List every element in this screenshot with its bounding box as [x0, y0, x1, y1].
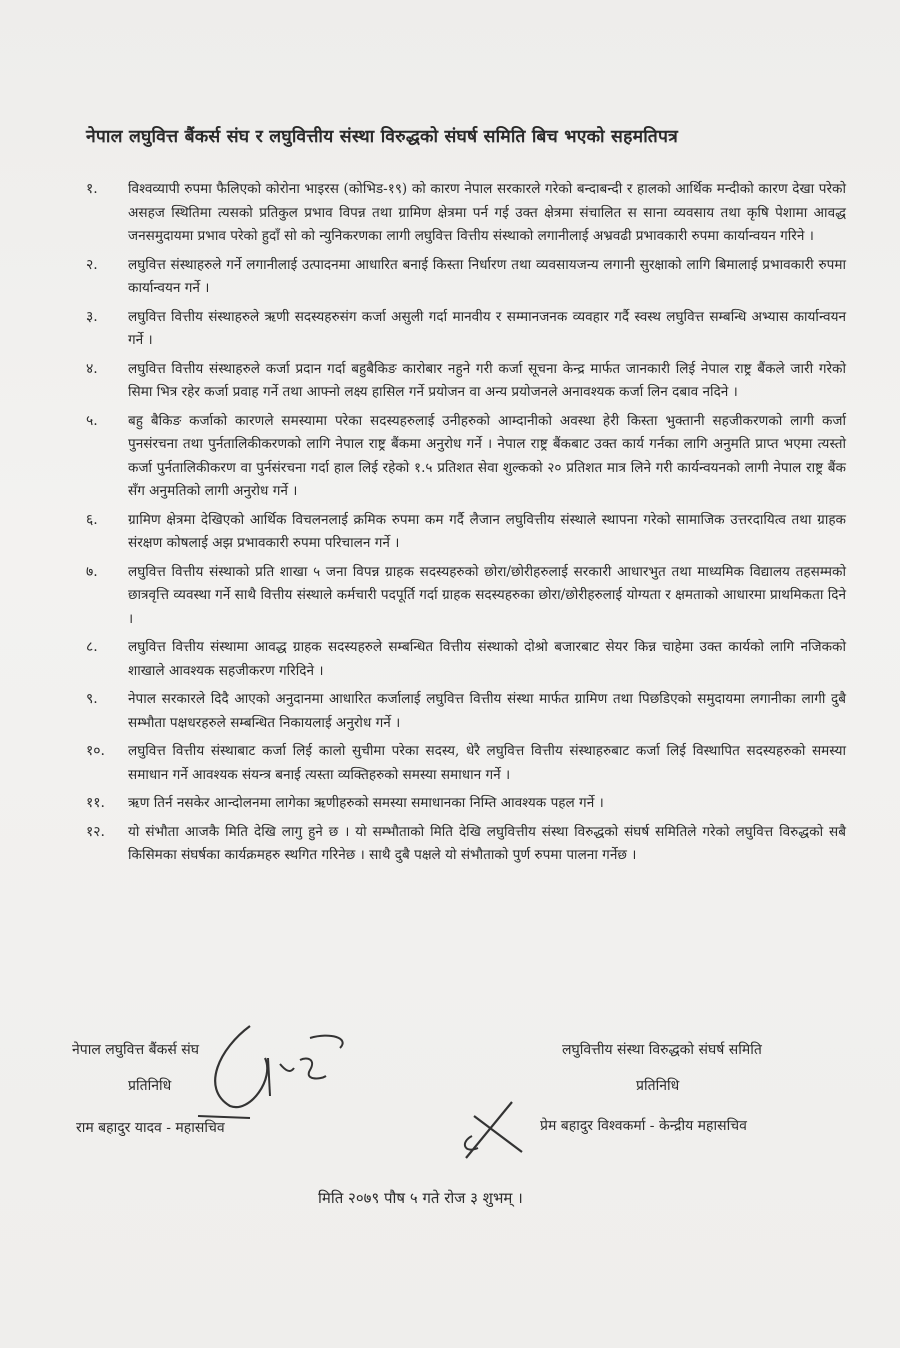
item-text: लघुवित्त वित्तीय संस्थाबाट कर्जा लिई कालो सुचीमा परेका सदस्य, धेरै लघुवित्त वित्तीय संस्थाहरुबाट कर्जा लिई विस्थापित सदस्यहरुको समस्या समाधान गर्ने आवश्यक संयन्त्र बनाई त्यस्ता व्यक्तिहरुको समस्या समाधान गर्ने । — [128, 743, 846, 783]
agreement-list — [86, 178, 846, 873]
agreement-item — [86, 792, 846, 816]
item-number: ९. — [86, 691, 98, 707]
item-number: ५. — [86, 412, 98, 429]
item-text: ऋण तिर्न नसकेर आन्दोलनमा लागेका ऋणीहरुको समस्या समाधानका निम्ति आवश्यक पहल गर्ने । — [128, 795, 604, 811]
left-signatory-role: प्रतिनिधि — [128, 1078, 172, 1094]
agreement-item — [86, 636, 846, 683]
left-handwritten-signature — [180, 1018, 370, 1128]
item-text: नेपाल सरकारले दिदै आएको अनुदानमा आधारित कर्जालाई लघुवित्त वित्तीय संस्था मार्फत ग्रामिण तथा पिछडिएको समुदायमा लगानीका लागी दुबै सम्भौता पक्षधरहरुले सम्बन्धित निकायलाई अनुरोध गर्ने । — [128, 691, 846, 731]
agreement-item — [86, 688, 846, 735]
item-number: १. — [86, 181, 98, 197]
document-date: मिति २०७९ पौष ५ गते रोज ३ शुभम् । — [318, 1189, 523, 1207]
agreement-item — [86, 740, 846, 787]
agreement-item — [86, 178, 846, 249]
item-number: १२. — [86, 823, 106, 840]
right-signatory-role: प्रतिनिधि — [636, 1078, 680, 1094]
item-number: ३. — [86, 308, 98, 325]
item-text: विश्वव्यापी रुपमा फैलिएको कोरोना भाइरस (कोभिड-१९) को कारण नेपाल सरकारले गरेको बन्दाबन्दी र हालको आर्थिक मन्दीको कारण देखा परेको असहज स्थितिमा त्यसको प्रतिकुल प्रभाव विपन्न तथा ग्रामिण क्षेत्रमा पर्न गई उक्त क्षेत्रमा संचालित स साना व्यवसाय तथा कृषि पेशामा आवद्ध जनसमुदायमा प्रभाव परेको हुदाँ सो को न्युनिकरणका लागी लघुवित्त वित्तीय संस्थाको लगानीलाई अभ्रवढी प्रभावकारी रुपमा कार्यान्वयन गरिने । — [128, 181, 846, 244]
item-text: लघुवित्त वित्तीय संस्थाहरुले कर्जा प्रदान गर्दा बहुबैकिङ कारोबार नहुने गरी कर्जा सूचना केन्द्र मार्फत जानकारी लिई नेपाल राष्ट्र बैंकले जारी गरेको सिमा भित्र रहेर कर्जा प्रवाह गर्ने तथा आफ्नो लक्ष्य हासिल गर्ने प्रयोजन वा अन्य प्रयोजनले अनावश्यक कर्जा लिन दबाव नदिने । — [128, 360, 846, 400]
item-text: लघुवित्त वित्तीय संस्थाको प्रति शाखा ५ जना विपन्न ग्राहक सदस्यहरुको छोरा/छोरीहरुलाई सरकारी आधारभुत तथा माध्यमिक विद्यालय तहसम्मको छात्रवृत्ति व्यवस्था गर्ने साथै वित्तीय संस्थाले कर्मचारी पदपूर्ति गर्दा ग्राहक सदस्यहरुका छोरा/छोरीहरुलाई योग्यता र क्षमताको आधारमा प्राथमिकता दिने । — [128, 563, 846, 627]
left-signatory-org: नेपाल लघुवित्त बैंकर्स संघ — [72, 1042, 199, 1058]
right-signatory-name: प्रेम बहादुर विश्वकर्मा - केन्द्रीय महासचिव — [540, 1118, 747, 1134]
item-text: यो संभौता आजकै मिति देखि लागु हुने छ । यो सम्भौताको मिति देखि लघुवित्तीय संस्था विरुद्धको संघर्ष समितिले गरेको लघुवित्त विरुद्धको सबै किसिमका संघर्षका कार्यक्रमहरु स्थगित गरिनेछ । साथै दुबै पक्षले यो संभौताको पुर्ण रुपमा पालना गर्नेछ । — [128, 823, 846, 863]
agreement-item — [86, 254, 846, 301]
item-text: लघुवित्त वित्तीय संस्थाहरुले ऋणी सदस्यहरुसंग कर्जा असुली गर्दा मानवीय र सम्मानजनक व्यवहार गर्दै स्वस्थ लघुवित्त सम्बन्धि अभ्यास कार्यान्वयन गर्ने । — [128, 308, 846, 348]
item-number: ११. — [86, 795, 106, 811]
item-number: ८. — [86, 639, 98, 655]
item-text: लघुवित्त संस्थाहरुले गर्ने लगानीलाई उत्पादनमा आधारित बनाई किस्ता निर्धारण तथा व्यवसायजन्य लगानी सुरक्षाको लागि बिमालाई प्रभावकारी रुपमा कार्यान्वयन गर्ने । — [128, 256, 846, 296]
agreement-item — [86, 306, 846, 353]
agreement-item — [86, 358, 846, 405]
item-number: ६. — [86, 511, 98, 528]
right-handwritten-signature — [452, 1096, 532, 1166]
item-number: ७. — [86, 563, 98, 580]
item-text: लघुवित्त वित्तीय संस्थामा आवद्ध ग्राहक सदस्यहरुले सम्बन्धित वित्तीय संस्थाको दोश्रो बजारबाट सेयर किन्न चाहेमा उक्त कार्यको लागि नजिकको शाखाले आवश्यक सहजीकरण गरिदिने । — [128, 639, 846, 679]
agreement-item — [86, 561, 846, 632]
agreement-item — [86, 509, 846, 556]
item-number: ४. — [86, 360, 98, 377]
agreement-item — [86, 410, 846, 504]
item-text: बहु बैकिङ कर्जाको कारणले समस्यामा परेका सदस्यहरुलाई उनीहरुको आम्दानीको अवस्था हेरी किस्ता भुक्तानी सहजीकरणको लागी कर्जा पुनसंरचना तथा पुर्नतालिकीकरणको लागि नेपाल राष्ट्र बैंकमा अनुरोध गर्ने । नेपाल राष्ट्र बैंकबाट उक्त कार्य गर्नका लागि अनुमति प्राप्त भएमा त्यस्तो कर्जा पुर्नतालिकीकरण वा पुर्नसंरचना गर्दा हाल लिई रहेको १.५ प्रतिशत सेवा शुल्कको २० प्रतिशत मात्र लिने गरी कार्यन्वयनको लागी नेपाल राष्ट्र बैंक सँग अनुमतिको लागी अनुरोध गर्ने । — [128, 412, 846, 499]
document-title: नेपाल लघुवित्त बैंकर्स संघ र लघुवित्तीय संस्था विरुद्धको संघर्ष समिति बिच भएको सहमतिपत्र — [86, 127, 678, 147]
right-signatory-org: लघुवित्तीय संस्था विरुद्धको संघर्ष समिति — [562, 1042, 762, 1058]
item-number: १०. — [86, 743, 106, 759]
agreement-item — [86, 821, 846, 868]
item-number: २. — [86, 256, 98, 273]
item-text: ग्रामिण क्षेत्रमा देखिएको आर्थिक विचलनलाई क्रमिक रुपमा कम गर्दै लैजान लघुवित्तीय संस्थाले स्थापना गरेको सामाजिक उत्तरदायित्व तथा ग्राहक संरक्षण कोषलाई अझ प्रभावकारी रुपमा परिचालन गर्ने । — [128, 511, 846, 551]
left-signatory-name: राम बहादुर यादव - महासचिव — [76, 1120, 225, 1136]
